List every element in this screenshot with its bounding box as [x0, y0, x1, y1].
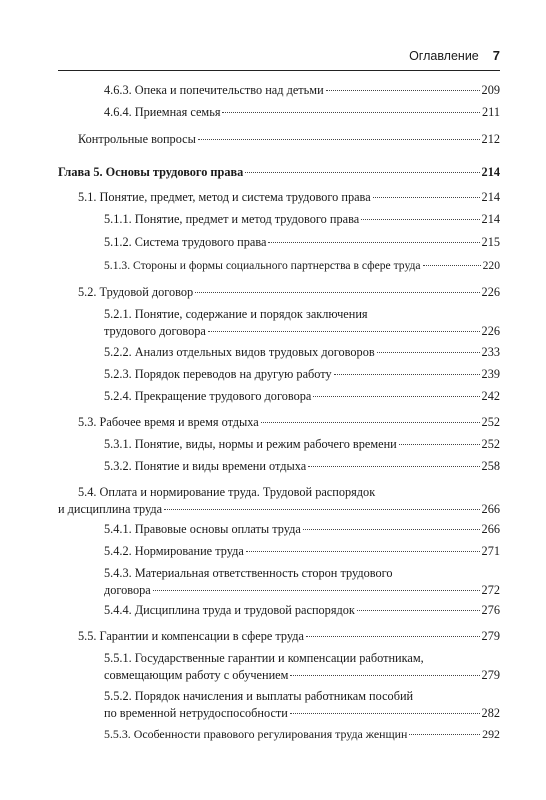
toc-entry-5-5-2[interactable]: [58, 688, 500, 722]
toc-entry-text: 5.4.4. Дисциплина труда и трудовой распорядок: [104, 603, 355, 617]
toc-entry-5-3-1[interactable]: [58, 436, 500, 453]
toc-page-number: 266: [481, 502, 500, 516]
leader-dots: [303, 529, 480, 530]
leader-dots: [208, 331, 480, 332]
toc-entry-5-1[interactable]: [58, 189, 500, 206]
toc-page-number: 211: [482, 105, 500, 119]
toc-entry-5-4-4[interactable]: [58, 602, 500, 619]
toc-entry-first-line: 5.5.2. Порядок начисления и выплаты работникам пособий: [104, 689, 414, 703]
leader-dots: [290, 713, 480, 714]
toc-page-number: 239: [481, 367, 500, 381]
leader-dots: [377, 352, 480, 353]
toc-page-number: 258: [481, 459, 500, 473]
toc-page-number: 214: [481, 165, 500, 179]
toc-entry-control-questions[interactable]: [58, 131, 500, 148]
leader-dots: [268, 242, 479, 243]
leader-dots: [399, 444, 480, 445]
toc-entry-4-6-4[interactable]: [58, 104, 500, 121]
toc-entry-text: и дисциплина труда: [58, 502, 163, 516]
leader-dots: [195, 292, 479, 293]
toc-entry-5-3-2[interactable]: [58, 458, 500, 475]
toc-entry-5-1-1[interactable]: [58, 211, 500, 228]
leader-dots: [409, 734, 480, 735]
toc-page-number: 282: [481, 706, 500, 720]
toc-entry-5-4-1[interactable]: [58, 521, 500, 538]
toc-entry-text: 5.2.3. Порядок переводов на другую работу: [104, 367, 332, 381]
toc-entry-5-4-2[interactable]: [58, 543, 500, 560]
toc-page-number: 209: [481, 83, 500, 97]
leader-dots: [334, 374, 480, 375]
toc-entry-text: совмещающим работу с обучением: [104, 668, 289, 682]
leader-dots: [153, 590, 480, 591]
leader-dots: [261, 422, 480, 423]
toc-page-number: 252: [481, 415, 500, 429]
toc-page-number: 266: [481, 522, 500, 536]
leader-dots: [246, 551, 480, 552]
toc-entry-5-5-1[interactable]: [58, 650, 500, 684]
toc-page-number: 271: [481, 544, 500, 558]
toc-entry-text: договора: [104, 583, 151, 597]
toc-page-number: 215: [481, 235, 500, 249]
toc-entry-first-line: 5.2.1. Понятие, содержание и порядок заключения: [104, 307, 368, 321]
toc-entry-text: 5.2.2. Анализ отдельных видов трудовых договоров: [104, 345, 375, 359]
toc-entry-text: 5.3.1. Понятие, виды, нормы и режим рабочего времени: [104, 437, 397, 451]
toc-page-number: 272: [481, 583, 500, 597]
toc-entry-text: 5.4.2. Нормирование труда: [104, 544, 244, 558]
toc-entry-text: Контрольные вопросы: [78, 132, 196, 146]
toc-page-number: 226: [481, 285, 500, 299]
table-of-contents: [58, 0, 500, 800]
toc-page-number: 292: [482, 727, 500, 741]
toc-entry-5-5[interactable]: [58, 628, 500, 645]
toc-entry-text: 5.5. Гарантии и компенсации в сфере труда: [78, 629, 304, 643]
page-number: 7: [492, 48, 500, 63]
toc-entry-5-2-1[interactable]: [58, 306, 500, 340]
leader-dots: [373, 197, 480, 198]
toc-page-number: 220: [482, 259, 500, 272]
toc-entry-5-2-2[interactable]: [58, 344, 500, 361]
toc-page-number: 233: [481, 345, 500, 359]
toc-entry-text: 5.2.4. Прекращение трудового договора: [104, 389, 312, 403]
toc-entry-text: по временной нетрудоспособности: [104, 706, 288, 720]
toc-page-number: 214: [481, 212, 500, 226]
leader-dots: [290, 675, 479, 676]
toc-entry-chapter-5[interactable]: [58, 164, 500, 181]
leader-dots: [423, 265, 481, 266]
leader-dots: [164, 509, 479, 510]
leader-dots: [361, 219, 479, 220]
toc-entry-5-2[interactable]: [58, 284, 500, 301]
toc-entry-text: 4.6.3. Опека и попечительство над детьми: [104, 83, 324, 97]
toc-page-number: 242: [481, 389, 500, 403]
toc-entry-5-1-2[interactable]: [58, 234, 500, 251]
leader-dots: [326, 90, 480, 91]
leader-dots: [222, 112, 480, 113]
header-section-title: Оглавление: [409, 49, 479, 63]
leader-dots: [198, 139, 480, 140]
toc-entry-text: 5.3.2. Понятие и виды времени отдыха: [104, 459, 307, 473]
toc-entry-text: трудового договора: [104, 324, 206, 338]
toc-entry-4-6-3[interactable]: [58, 82, 500, 99]
leader-dots: [313, 396, 479, 397]
toc-entry-text: Глава 5. Основы трудового права: [58, 165, 244, 179]
toc-entry-5-2-3[interactable]: [58, 366, 500, 383]
toc-entry-first-line: 5.4. Оплата и нормирование труда. Трудовой распорядок: [78, 485, 376, 499]
toc-entry-text: 5.2. Трудовой договор: [78, 285, 194, 299]
toc-page-number: 212: [481, 132, 500, 146]
toc-page-number: 276: [481, 603, 500, 617]
toc-page-number: 214: [481, 190, 500, 204]
toc-entry-5-1-3[interactable]: [58, 257, 500, 274]
toc-page-number: 226: [481, 324, 500, 338]
toc-entry-5-4-3[interactable]: [58, 565, 500, 599]
leader-dots: [308, 466, 479, 467]
toc-entry-first-line: 5.4.3. Материальная ответственность сторон трудового: [104, 566, 393, 580]
leader-dots: [306, 636, 480, 637]
toc-entry-text: 4.6.4. Приемная семья: [104, 105, 221, 119]
toc-entry-text: 5.1.2. Система трудового права: [104, 235, 267, 249]
toc-entry-5-2-4[interactable]: [58, 388, 500, 405]
toc-entry-text: 5.1.1. Понятие, предмет и метод трудового права: [104, 212, 360, 226]
toc-entry-text: 5.1. Понятие, предмет, метод и система трудового права: [78, 190, 371, 204]
toc-entry-text: 5.1.3. Стороны и формы социального партнерства в сфере труда: [104, 259, 421, 272]
toc-page-number: 279: [481, 629, 500, 643]
toc-entry-first-line: 5.5.1. Государственные гарантии и компенсации работникам,: [104, 651, 424, 665]
toc-entry-5-3[interactable]: [58, 414, 500, 431]
toc-entry-text: 5.3. Рабочее время и время отдыха: [78, 415, 259, 429]
leader-dots: [357, 610, 480, 611]
toc-entry-text: 5.5.3. Особенности правового регулирования труда женщин: [104, 727, 408, 741]
toc-entry-5-5-3[interactable]: [58, 726, 500, 743]
toc-page-number: 252: [481, 437, 500, 451]
toc-entry-5-4[interactable]: [58, 484, 500, 518]
toc-page-number: 279: [481, 668, 500, 682]
leader-dots: [245, 172, 479, 173]
toc-entry-text: 5.4.1. Правовые основы оплаты труда: [104, 522, 301, 536]
